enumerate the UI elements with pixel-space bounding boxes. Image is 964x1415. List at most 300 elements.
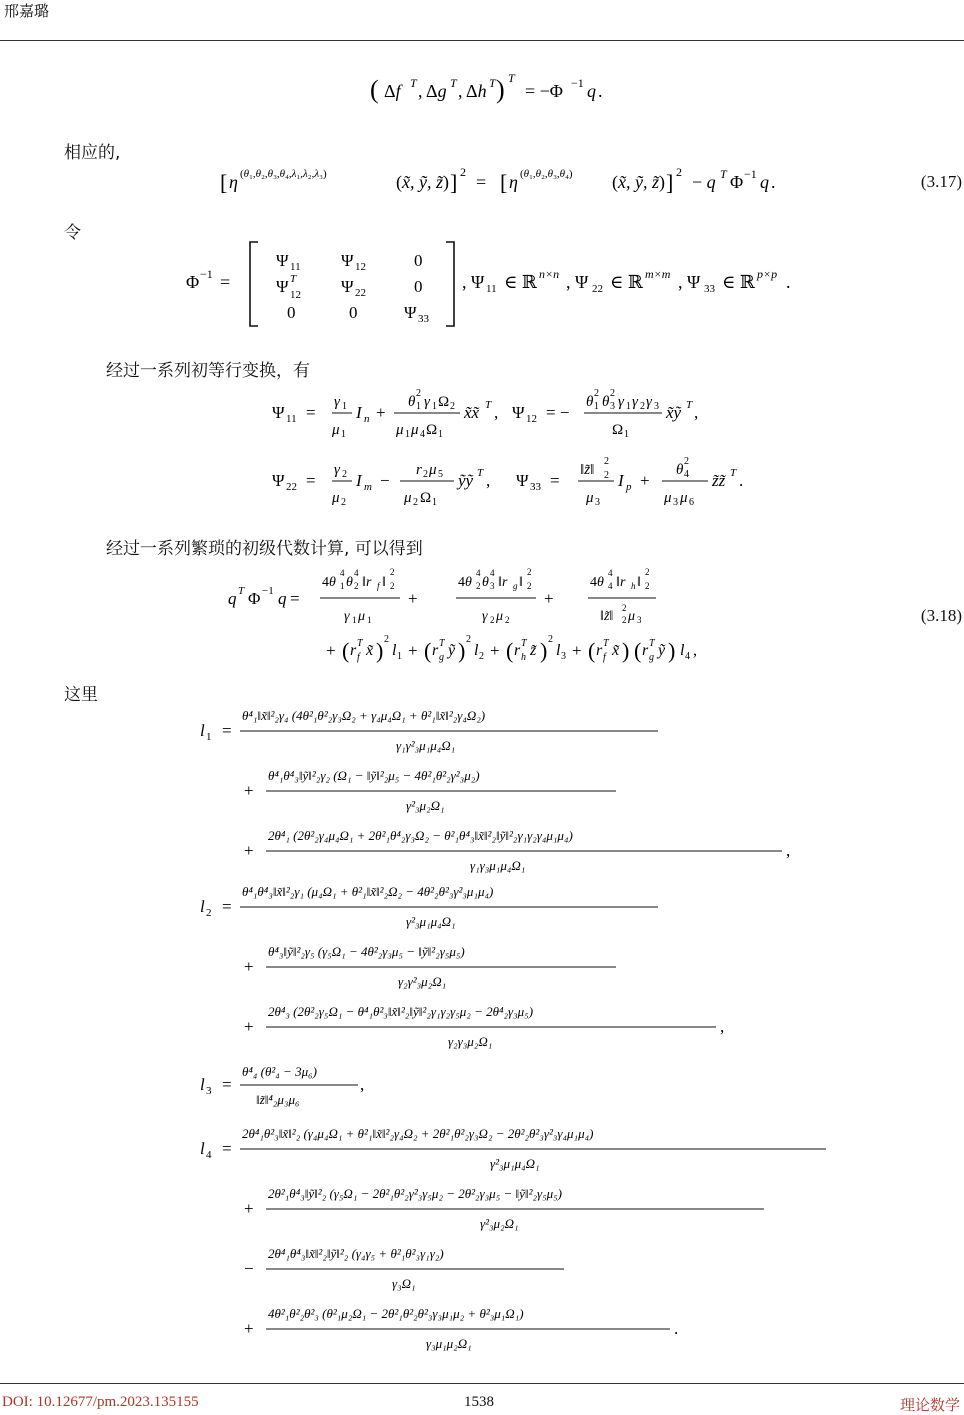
svg-text:Ψ: Ψ — [404, 303, 417, 322]
svg-text:, Ψ: , Ψ — [462, 272, 485, 292]
svg-text:3: 3 — [595, 497, 600, 508]
svg-text:T: T — [603, 638, 609, 649]
svg-text:[: [ — [220, 170, 228, 195]
svg-text:12: 12 — [526, 413, 537, 425]
svg-text:‖r: ‖r — [616, 575, 626, 590]
svg-text:p: p — [626, 481, 632, 493]
svg-text:2: 2 — [479, 651, 484, 662]
svg-text:T: T — [357, 638, 363, 649]
svg-text:=: = — [476, 172, 487, 192]
svg-text:g: g — [513, 581, 518, 591]
svg-text:r: r — [350, 642, 357, 659]
svg-text:+: + — [244, 957, 254, 976]
running-header-author: 邢嘉璐 — [4, 2, 50, 20]
svg-text:,: , — [360, 1075, 365, 1094]
footer-doi-link[interactable]: DOI: 10.12677/pm.2023.135155 — [2, 1394, 199, 1410]
svg-text:1: 1 — [405, 429, 410, 440]
svg-text:∈ ℝ: ∈ ℝ — [610, 272, 643, 292]
svg-text:.: . — [598, 81, 603, 101]
equation-l2 — [200, 876, 840, 1056]
svg-text:q: q — [228, 589, 237, 608]
svg-text:+: + — [326, 641, 336, 660]
svg-text:‖z̃‖⁴₂μ₃μ₆: ‖z̃‖⁴₂μ₃μ₆ — [256, 1092, 300, 1107]
svg-text:4: 4 — [608, 568, 613, 578]
svg-text:+: + — [244, 1319, 254, 1338]
svg-text:4: 4 — [684, 469, 689, 480]
svg-text:2: 2 — [416, 388, 421, 399]
svg-text:I: I — [356, 403, 362, 422]
svg-text:η: η — [509, 172, 518, 192]
text-here: 这里 — [64, 685, 98, 705]
svg-text:μ: μ — [358, 609, 366, 624]
svg-text:+: + — [244, 781, 254, 800]
svg-text:r: r — [596, 642, 603, 659]
svg-text:Ψ: Ψ — [512, 403, 525, 422]
svg-text:θ⁴₁θ⁴₃‖x̃‖²₂γ₁ (μ₄Ω₁ + θ²₁‖x̃‖: θ⁴₁θ⁴₃‖x̃‖²₂γ₁ (μ₄Ω₁ + θ²₁‖x̃‖²₂Ω₂ − 4θ²₂θ²₃γ²₃μ₁μ₄) — [242, 884, 494, 899]
svg-text:r: r — [416, 462, 422, 478]
svg-text:2: 2 — [604, 456, 609, 467]
svg-text:2: 2 — [341, 497, 346, 508]
svg-text:(: ( — [370, 75, 379, 104]
svg-text:γ: γ — [646, 394, 652, 410]
svg-text:3: 3 — [490, 581, 495, 591]
svg-text:l: l — [200, 721, 205, 740]
svg-text:(: ( — [634, 638, 642, 663]
svg-text:2: 2 — [413, 497, 418, 508]
svg-text:,: , — [693, 642, 697, 659]
svg-text:1: 1 — [626, 401, 631, 412]
svg-text:f: f — [377, 581, 380, 591]
svg-text:θ: θ — [586, 394, 594, 410]
svg-text:− q: − q — [692, 172, 716, 192]
svg-text:2: 2 — [450, 401, 455, 412]
header-rule — [0, 40, 964, 41]
svg-text:Ω: Ω — [420, 490, 432, 506]
equation-number-3-17: (3.17) — [920, 172, 962, 191]
svg-text:r: r — [432, 642, 439, 659]
svg-text:n: n — [364, 413, 370, 425]
svg-text:γ₃Ω₁: γ₃Ω₁ — [392, 1276, 416, 1291]
svg-text:4: 4 — [420, 429, 425, 440]
svg-text:0: 0 — [414, 251, 423, 270]
svg-text:γ²₃μ₁μ₄Ω₁: γ²₃μ₁μ₄Ω₁ — [490, 1156, 540, 1171]
svg-text:θ⁴₁θ⁴₃‖ỹ‖²₂γ₂ (Ω₁ − ‖ỹ‖²₂μ₅ −: θ⁴₁θ⁴₃‖ỹ‖²₂γ₂ (Ω₁ − ‖ỹ‖²₂μ₅ − 4θ²₁θ²₂γ²₃μ₂) — [268, 768, 480, 783]
svg-text:22: 22 — [355, 287, 366, 299]
equation-l1 — [200, 700, 840, 880]
svg-text:θ⁴₁‖x̃‖²₂γ₄ (4θ²₁θ²₂γ₃Ω₂ + γ₄μ: θ⁴₁‖x̃‖²₂γ₄ (4θ²₁θ²₂γ₃Ω₂ + γ₄μ₄Ω₁ + θ²₁‖x̃‖²₂γ₄Ω₂) — [242, 708, 486, 723]
svg-text:ỹỹ: ỹỹ — [458, 471, 474, 490]
svg-text:Ψ: Ψ — [272, 471, 285, 490]
svg-text:θ: θ — [602, 394, 610, 410]
svg-text:l: l — [474, 642, 479, 659]
svg-text:1: 1 — [397, 651, 402, 662]
svg-text:−1: −1 — [744, 167, 757, 181]
footer-rule — [0, 1383, 964, 1384]
svg-text:‖r: ‖r — [362, 575, 372, 590]
svg-text:4: 4 — [685, 651, 690, 662]
svg-text:γ: γ — [344, 609, 350, 624]
svg-text:3: 3 — [610, 401, 615, 412]
svg-text:‖z̃‖: ‖z̃‖ — [600, 609, 614, 624]
footer-journal-name[interactable]: 理论数学 — [899, 1398, 960, 1414]
svg-text:1: 1 — [340, 581, 345, 591]
svg-text:2: 2 — [384, 634, 389, 645]
svg-text:μ: μ — [664, 490, 672, 506]
svg-text:T: T — [521, 638, 527, 649]
svg-text:x̃x̃: x̃x̃ — [464, 403, 480, 422]
svg-text:= −: = − — [546, 403, 570, 422]
text-correspondingly: 相应的, — [64, 143, 121, 163]
svg-text:p×p: p×p — [757, 267, 778, 281]
svg-text:h: h — [631, 581, 636, 591]
svg-text:1: 1 — [432, 497, 437, 508]
svg-text:h: h — [521, 652, 526, 663]
svg-text:2θ²₁θ⁴₃‖ỹ‖²₂ (γ₅Ω₁ − 2θ²₁θ²₂γ²: 2θ²₁θ⁴₃‖ỹ‖²₂ (γ₅Ω₁ − 2θ²₁θ²₂γ²₃γ₅μ₂ − 2θ²₂γ₃μ₅ − ‖ỹ‖²₂γ₅μ₅) — [268, 1186, 562, 1201]
svg-text:Ψ: Ψ — [516, 471, 529, 490]
svg-text:2: 2 — [460, 165, 466, 179]
svg-text:(θ₁,θ₂,θ₃,θ₄): (θ₁,θ₂,θ₃,θ₄) — [520, 168, 573, 180]
svg-text:2: 2 — [466, 634, 471, 645]
svg-text:): ) — [496, 75, 505, 104]
svg-text:z̃z̃: z̃z̃ — [712, 471, 726, 490]
svg-text:5: 5 — [438, 469, 443, 480]
svg-text:‖: ‖ — [519, 575, 523, 590]
svg-text:,: , — [486, 471, 491, 490]
svg-text:=: = — [222, 1139, 232, 1158]
svg-text:): ) — [458, 638, 466, 663]
svg-text:−1: −1 — [571, 76, 584, 90]
svg-text:+: + — [244, 1199, 254, 1218]
svg-text:Φ: Φ — [186, 272, 200, 292]
svg-text:2: 2 — [548, 634, 553, 645]
svg-text:2: 2 — [390, 581, 395, 591]
svg-text:4: 4 — [608, 581, 613, 591]
equation-psi11-psi12 — [272, 384, 772, 446]
svg-text:+: + — [640, 471, 650, 490]
svg-text:2: 2 — [684, 456, 689, 467]
svg-text:4θ: 4θ — [458, 575, 472, 590]
svg-text:2: 2 — [505, 615, 510, 625]
svg-text:l: l — [200, 1139, 205, 1158]
svg-text:, Ψ: , Ψ — [678, 272, 701, 292]
svg-text:I: I — [356, 471, 362, 490]
svg-text:=: = — [222, 897, 232, 916]
svg-text:(: ( — [588, 638, 596, 663]
svg-text:(: ( — [506, 638, 514, 663]
svg-text:γ: γ — [334, 462, 340, 478]
svg-text:γ²₃μ₂Ω₁: γ²₃μ₂Ω₁ — [480, 1216, 519, 1231]
svg-text:1: 1 — [624, 429, 629, 440]
svg-text:T: T — [489, 76, 496, 90]
svg-text:4: 4 — [354, 568, 359, 578]
svg-text:+: + — [408, 589, 418, 608]
svg-text:33: 33 — [418, 313, 429, 325]
svg-text:3: 3 — [673, 497, 678, 508]
svg-text:T: T — [508, 71, 515, 85]
svg-text:(x̃, ỹ, z̃): (x̃, ỹ, z̃) — [612, 172, 665, 192]
svg-text:−: − — [380, 471, 390, 490]
svg-text:x̃: x̃ — [366, 642, 374, 659]
svg-text:+: + — [490, 641, 500, 660]
svg-text:1: 1 — [206, 731, 212, 743]
svg-text:−1: −1 — [200, 267, 213, 281]
svg-text:l: l — [680, 642, 685, 659]
svg-text:2θ⁴₁θ⁴₃‖x̃‖²₂‖ỹ‖²₂ (γ₄γ₅ + θ²₁: 2θ⁴₁θ⁴₃‖x̃‖²₂‖ỹ‖²₂ (γ₄γ₅ + θ²₁θ²₃γ₁γ₂) — [268, 1246, 444, 1261]
svg-text:1: 1 — [367, 615, 372, 625]
svg-text:=: = — [290, 589, 300, 608]
text-let: 令 — [64, 223, 81, 243]
svg-text:2θ⁴₁ (2θ²₂γ₄μ₄Ω₁ + 2θ²₁θ⁴₂γ₃Ω₂: 2θ⁴₁ (2θ²₂γ₄μ₄Ω₁ + 2θ²₁θ⁴₂γ₃Ω₂ − θ²₁θ⁴₃‖x̃‖²₂‖ỹ‖²₂γ₁γ₂γ₄μ₁μ₄) — [268, 828, 573, 843]
svg-text:η: η — [229, 172, 238, 192]
equation-number-3-18: (3.18) — [920, 606, 962, 625]
page-number: 1538 — [464, 1394, 494, 1410]
svg-text:T: T — [686, 399, 693, 411]
svg-text:−1: −1 — [262, 585, 274, 597]
svg-text:+: + — [572, 641, 582, 660]
svg-text:μ: μ — [429, 462, 437, 478]
svg-text:γ₃μ₁μ₂Ω₁: γ₃μ₁μ₂Ω₁ — [426, 1336, 472, 1351]
svg-text:r: r — [642, 642, 649, 659]
svg-text:4: 4 — [206, 1149, 212, 1161]
svg-text:11: 11 — [486, 283, 497, 295]
svg-text:4θ²₁θ²₂θ²₃ (θ²₁μ₂Ω₁ − 2θ²₁θ²₂θ: 4θ²₁θ²₂θ²₃ (θ²₁μ₂Ω₁ − 2θ²₁θ²₂θ²₃γ₃μ₁μ₂ + θ²₃μ₁Ω₁) — [268, 1306, 524, 1321]
svg-text:γ²₃μ₁μ₄Ω₁: γ²₃μ₁μ₄Ω₁ — [406, 914, 456, 929]
svg-text:g: g — [649, 652, 654, 663]
svg-text:μ: μ — [404, 490, 412, 506]
svg-text:12: 12 — [355, 261, 366, 273]
svg-text:): ) — [376, 638, 384, 663]
svg-text:m: m — [364, 481, 372, 493]
svg-text:2: 2 — [354, 581, 359, 591]
svg-text:4: 4 — [476, 568, 481, 578]
svg-text:.: . — [771, 172, 776, 192]
svg-text:T: T — [410, 76, 417, 90]
svg-text:Ψ: Ψ — [341, 251, 354, 270]
svg-text:l: l — [556, 642, 561, 659]
svg-text:0: 0 — [414, 277, 423, 296]
svg-text:11: 11 — [290, 261, 301, 273]
svg-text:1: 1 — [416, 401, 421, 412]
svg-text:=: = — [306, 403, 316, 422]
svg-text:2: 2 — [640, 401, 645, 412]
svg-text:q: q — [760, 172, 769, 192]
svg-text:γ₁γ²₃μ₁μ₄Ω₁: γ₁γ²₃μ₁μ₄Ω₁ — [396, 738, 456, 753]
svg-text:T: T — [238, 585, 245, 597]
svg-text:m×m: m×m — [645, 267, 671, 281]
svg-text:+: + — [408, 641, 418, 660]
svg-text:=: = — [222, 1075, 232, 1094]
svg-text:l: l — [200, 1075, 205, 1094]
svg-text:.: . — [674, 1319, 679, 1338]
svg-text:1: 1 — [341, 429, 346, 440]
svg-text:=: = — [306, 471, 316, 490]
svg-text:x̃: x̃ — [612, 642, 620, 659]
svg-text:l: l — [200, 897, 205, 916]
equation-l4 — [200, 1118, 860, 1358]
equation-delta — [370, 70, 670, 110]
text-elementary-transform: 经过一系列初等行变换，有 — [106, 361, 310, 381]
svg-text:γ: γ — [424, 394, 430, 410]
svg-text:[: [ — [500, 170, 508, 195]
svg-text:, Δg: , Δg — [418, 81, 447, 101]
svg-text:l: l — [392, 642, 397, 659]
svg-text:2: 2 — [527, 581, 532, 591]
svg-text:θ: θ — [482, 575, 489, 590]
svg-text:g: g — [439, 652, 444, 663]
svg-text:2: 2 — [645, 567, 650, 577]
svg-text:+: + — [376, 403, 386, 422]
svg-text:θ: θ — [408, 394, 416, 410]
svg-text:r: r — [514, 642, 521, 659]
svg-text:θ⁴₄ (θ²₄ − 3μ₆): θ⁴₄ (θ²₄ − 3μ₆) — [242, 1064, 317, 1079]
svg-text:γ: γ — [334, 394, 340, 410]
svg-text:1: 1 — [352, 615, 357, 625]
svg-text:‖: ‖ — [382, 575, 386, 590]
svg-text:2θ⁴₃ (2θ²₂γ₅Ω₁ − θ⁴₁θ²₃‖x̃‖²₂‖: 2θ⁴₃ (2θ²₂γ₅Ω₁ − θ⁴₁θ²₃‖x̃‖²₂‖ỹ‖²₂γ₁γ₂γ₅μ₂ − 2θ⁴₂γ₃μ₅) — [268, 1004, 534, 1019]
svg-text:γ₂γ₃μ₂Ω₁: γ₂γ₃μ₂Ω₁ — [448, 1034, 493, 1049]
svg-text:T: T — [290, 273, 297, 285]
svg-text:Φ: Φ — [248, 589, 261, 608]
svg-text:33: 33 — [530, 481, 541, 493]
svg-text:I: I — [618, 471, 624, 490]
svg-text:∈ ℝ: ∈ ℝ — [504, 272, 537, 292]
svg-text:x̃ỹ: x̃ỹ — [666, 403, 682, 422]
svg-text:T: T — [730, 467, 737, 479]
equation-l3 — [200, 1058, 600, 1118]
svg-text:4: 4 — [340, 568, 345, 578]
svg-text:μ: μ — [628, 609, 636, 624]
svg-text:2: 2 — [390, 567, 395, 577]
svg-text:=: = — [222, 721, 232, 740]
svg-text:θ⁴₃‖ỹ‖²₂γ₅ (γ₅Ω₁ − 4θ²₂γ₃μ₅ −: θ⁴₃‖ỹ‖²₂γ₅ (γ₅Ω₁ − 4θ²₂γ₃μ₅ − ‖ỹ‖²₂γ₅μ₅) — [268, 944, 465, 959]
svg-text:12: 12 — [290, 289, 301, 301]
svg-text:T: T — [450, 76, 457, 90]
svg-text:4: 4 — [490, 568, 495, 578]
svg-text:μ: μ — [586, 490, 594, 506]
svg-text:z̃: z̃ — [530, 642, 537, 659]
svg-text:2: 2 — [342, 469, 347, 480]
svg-text:.: . — [739, 471, 744, 490]
svg-text:11: 11 — [286, 413, 297, 425]
svg-text:‖: ‖ — [637, 575, 641, 590]
svg-text:1: 1 — [594, 401, 599, 412]
svg-text:,: , — [494, 403, 499, 422]
svg-text:]: ] — [666, 170, 674, 195]
svg-text:Ω: Ω — [612, 422, 624, 438]
svg-text:): ) — [540, 638, 548, 663]
svg-text:2: 2 — [676, 165, 682, 179]
svg-text:1: 1 — [438, 429, 443, 440]
svg-text:ỹ: ỹ — [658, 642, 666, 659]
svg-text:Ω: Ω — [438, 394, 450, 410]
svg-text:1: 1 — [342, 401, 347, 412]
svg-text:T: T — [439, 638, 445, 649]
svg-text:,: , — [786, 841, 791, 860]
svg-text:Ψ: Ψ — [276, 251, 289, 270]
svg-text:=: = — [550, 471, 560, 490]
svg-text:2θ⁴₁θ²₃‖x̃‖²₂ (γ₄μ₄Ω₁ + θ²₁‖x̃: 2θ⁴₁θ²₃‖x̃‖²₂ (γ₄μ₄Ω₁ + θ²₁‖x̃‖²₂γ₄Ω₂ + 2θ²₁θ²₂γ₃Ω₂ − 2θ²₂θ²₃γ²₃γ₄μ₁μ₄) — [242, 1126, 594, 1141]
svg-text:2: 2 — [622, 603, 627, 613]
svg-text:μ: μ — [332, 422, 340, 438]
svg-text:(θ₁,θ₂,θ₃,θ₄,λ₁,λ₂,λ₃): (θ₁,θ₂,θ₃,θ₄,λ₁,λ₂,λ₃) — [240, 168, 327, 180]
svg-text:Φ: Φ — [730, 172, 744, 192]
svg-text:2: 2 — [423, 469, 428, 480]
svg-text:,: , — [720, 1017, 725, 1036]
svg-text:6: 6 — [689, 497, 694, 508]
svg-text:3: 3 — [637, 615, 642, 625]
svg-text:Ψ: Ψ — [276, 277, 289, 296]
svg-text:T: T — [485, 399, 492, 411]
svg-text:1: 1 — [432, 401, 437, 412]
svg-text:(: ( — [342, 638, 350, 663]
text-tedious-calc: 经过一系列繁琐的初级代数计算, 可以得到 — [106, 539, 423, 559]
svg-text:2: 2 — [490, 615, 495, 625]
svg-text:0: 0 — [349, 303, 358, 322]
svg-text:(: ( — [424, 638, 432, 663]
svg-text:): ) — [668, 638, 676, 663]
svg-text:): ) — [622, 638, 630, 663]
svg-text:, Ψ: , Ψ — [566, 272, 589, 292]
svg-text:22: 22 — [286, 481, 297, 493]
svg-text:T: T — [649, 638, 655, 649]
svg-text:−: − — [244, 1259, 254, 1278]
equation-3-17 — [220, 164, 820, 200]
svg-text:(x̃, ỹ, z̃): (x̃, ỹ, z̃) — [396, 172, 449, 192]
svg-text:3: 3 — [654, 401, 659, 412]
svg-text:f: f — [603, 652, 606, 663]
svg-text:q: q — [278, 589, 287, 608]
svg-text:μ: μ — [496, 609, 504, 624]
svg-text:θ: θ — [346, 575, 353, 590]
svg-text:0: 0 — [287, 303, 296, 322]
svg-text:∈ ℝ: ∈ ℝ — [722, 272, 755, 292]
svg-text:γ₁γ₃μ₁μ₄Ω₁: γ₁γ₃μ₁μ₄Ω₁ — [470, 858, 526, 873]
svg-text:Ψ: Ψ — [341, 277, 354, 296]
svg-text:Δf: Δf — [384, 81, 401, 101]
svg-text:μ: μ — [411, 422, 419, 438]
svg-text:]: ] — [450, 170, 458, 195]
svg-text:‖r: ‖r — [498, 575, 508, 590]
svg-text:,: , — [694, 403, 699, 422]
svg-text:.: . — [786, 272, 791, 292]
svg-text:3: 3 — [206, 1085, 212, 1097]
svg-text:4θ: 4θ — [322, 575, 336, 590]
svg-text:2: 2 — [476, 581, 481, 591]
svg-text:2: 2 — [645, 581, 650, 591]
svg-text:2: 2 — [622, 615, 627, 625]
svg-text:22: 22 — [592, 283, 603, 295]
svg-text:, Δh: , Δh — [458, 81, 487, 101]
svg-text:μ: μ — [396, 422, 404, 438]
svg-text:2: 2 — [610, 388, 615, 399]
equation-phi-inverse — [186, 236, 846, 332]
svg-text:2: 2 — [594, 388, 599, 399]
svg-text:ỹ: ỹ — [448, 642, 456, 659]
svg-text:Ω: Ω — [426, 422, 438, 438]
svg-text:= −Φ: = −Φ — [525, 81, 563, 101]
svg-text:Ψ: Ψ — [272, 403, 285, 422]
svg-text:4θ: 4θ — [590, 575, 604, 590]
svg-text:2: 2 — [206, 907, 212, 919]
svg-text:γ: γ — [482, 609, 488, 624]
svg-text:θ: θ — [676, 462, 684, 478]
svg-text:2: 2 — [527, 567, 532, 577]
svg-text:μ: μ — [332, 490, 340, 506]
svg-text:γ: γ — [632, 394, 638, 410]
svg-text:γ²₃μ₂Ω₁: γ²₃μ₂Ω₁ — [406, 798, 445, 813]
svg-text:μ: μ — [680, 490, 688, 506]
equation-3-18 — [228, 562, 828, 666]
